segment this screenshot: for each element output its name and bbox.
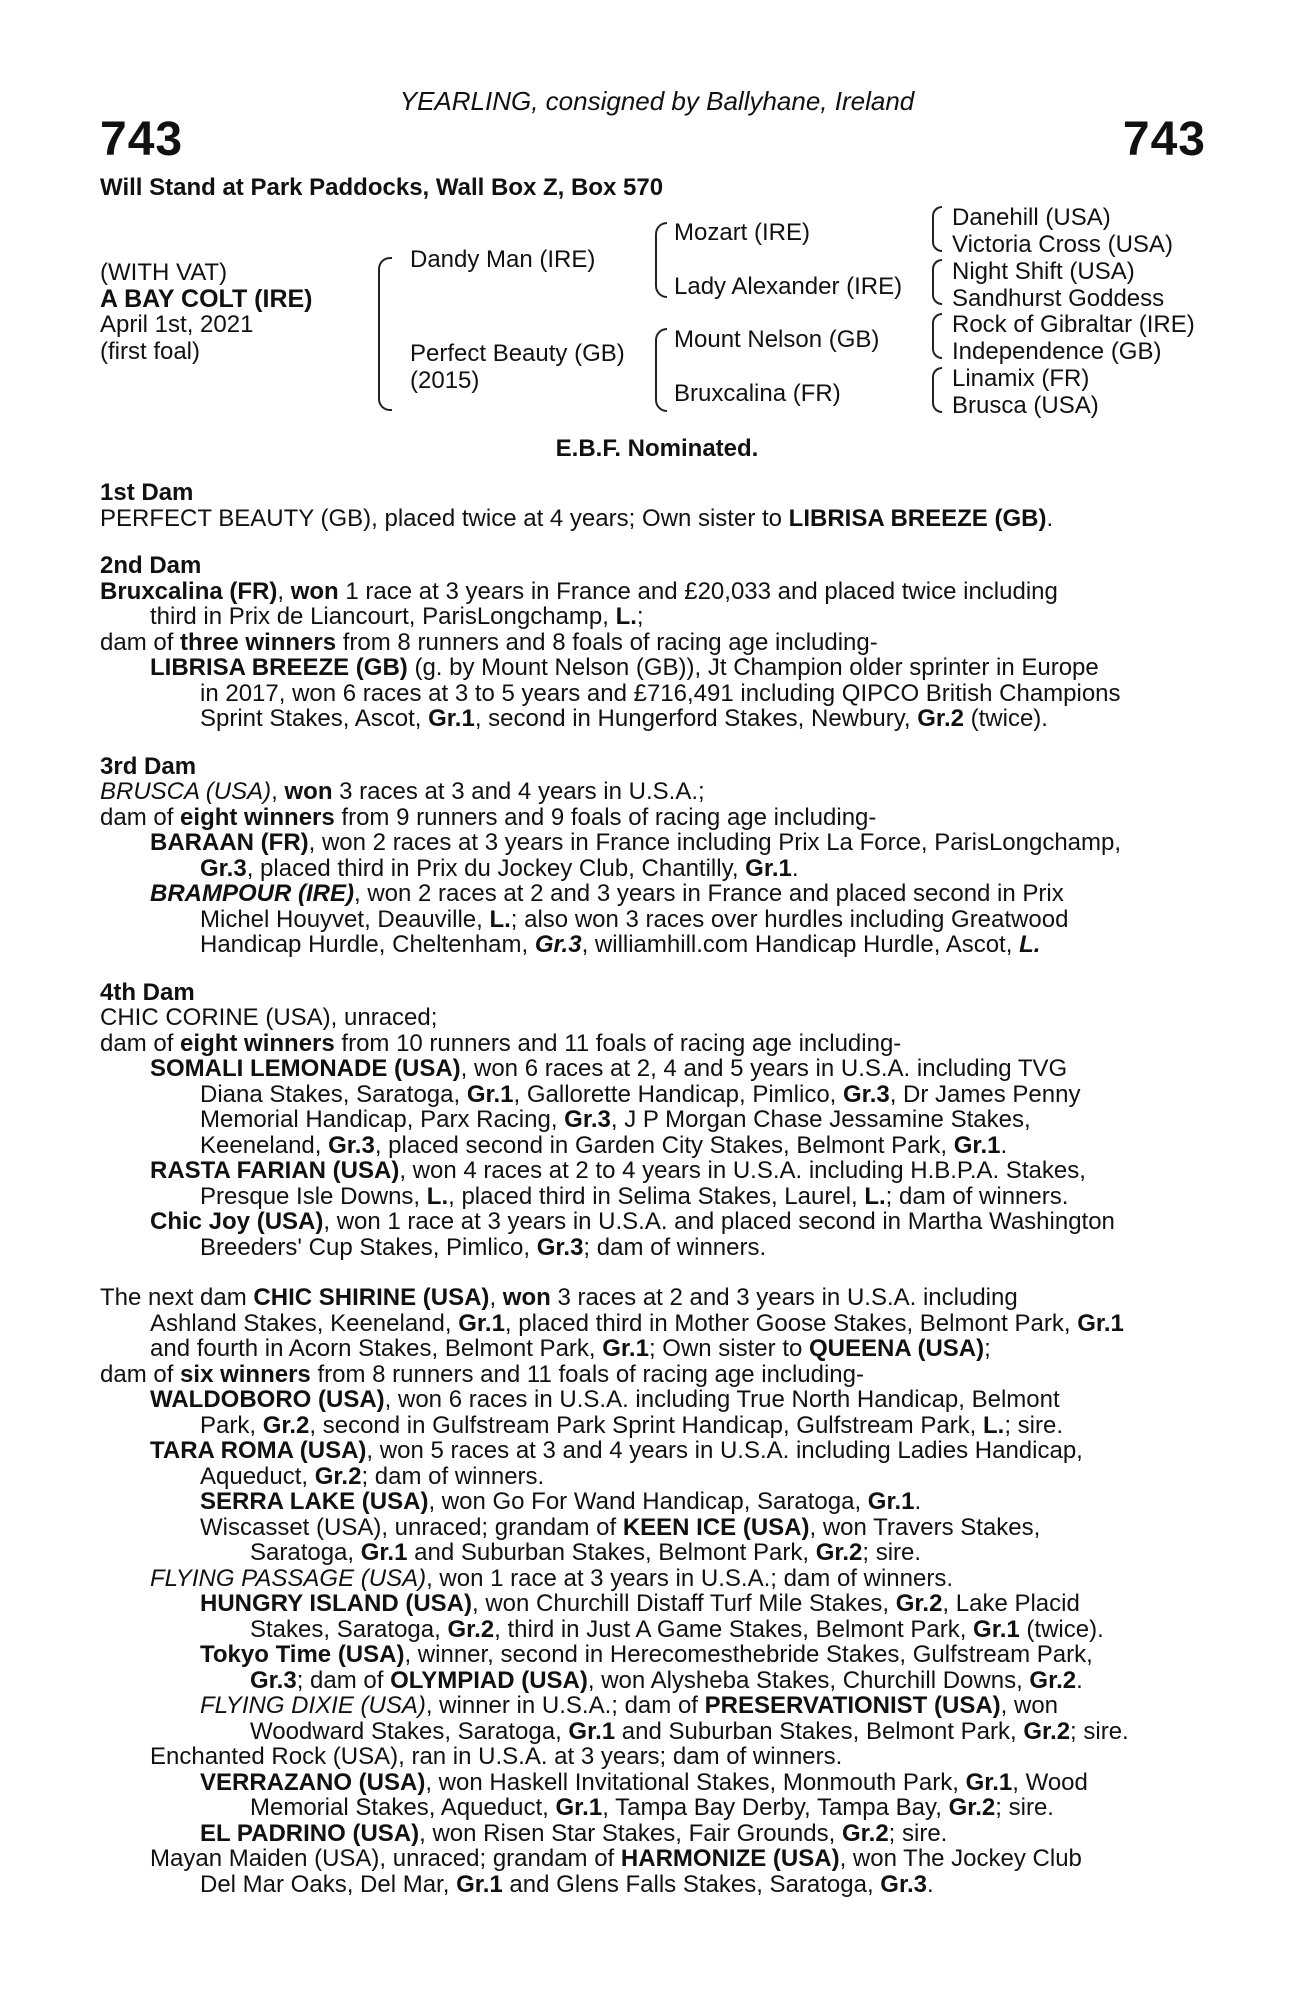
ebf-nomination: E.B.F. Nominated. [555, 435, 759, 462]
produce-flying-passage: FLYING PASSAGE (USA), won 1 race at 3 years in U.S.A.; dam of winners. [150, 1564, 953, 1592]
next-dam-chic-shirine: The next dam CHIC SHIRINE (USA), won 3 races at 2 and 3 years in U.S.A. including Ashland Stakes, Keeneland, Gr.1, placed third in Mother Goose Stakes, Belmont Park, Gr.1 and fourth in Acorn Stakes, Belmont Park, Gr.1; Own sister to QUEENA (USA); [100, 1284, 1124, 1362]
produce-wiscasset: Wiscasset (USA), unraced; grandam of KEEN ICE (USA), won Travers Stakes, Saratoga, Gr.1 and Suburban Stakes, Belmont Park, Gr.2; sire. [200, 1513, 1041, 1566]
sire-dam: Lady Alexander (IRE) [674, 273, 903, 300]
ggs-7: Linamix (FR) [952, 365, 1090, 392]
ggs-3: Night Shift (USA) [952, 258, 1135, 285]
produce-chic-joy: Chic Joy (USA), won 1 race at 3 years in U.S.A. and placed second in Martha Washington Breeders' Cup Stakes, Pimlico, Gr.3; dam of winners. [150, 1208, 1115, 1261]
produce-rasta-farian: RASTA FARIAN (USA), won 4 races at 2 to 4 years in U.S.A. including H.B.P.A. Stakes, Presque Isle Downs, L., placed third in Selima Stakes, Laurel, L.; dam of winners. [150, 1157, 1086, 1210]
produce-hungry-island: HUNGRY ISLAND (USA), won Churchill Distaff Turf Mile Stakes, Gr.2, Lake Placid Stakes, Saratoga, Gr.2, third in Just A Game Stakes, Belmont Park, Gr.1 (twice). [200, 1590, 1104, 1643]
foal-note: (first foal) [100, 338, 201, 365]
foaling-date: April 1st, 2021 [100, 311, 254, 338]
dam3-produce: dam of eight winners from 9 runners and 9 foals of racing age including- [100, 803, 877, 831]
brace-dam [655, 328, 667, 412]
lot-number-right: 743 [1122, 113, 1206, 166]
produce-librisa-breeze: LIBRISA BREEZE (GB) (g. by Mount Nelson (GB)), Jt Champion older sprinter in Europe in 2017, won 6 races at 3 to 5 years and £716,491 including QIPCO British Champions Sprint Stakes, Ascot, Gr.1, second in Hungerford Stakes, Newbury, Gr.2 (twice). [150, 654, 1121, 732]
produce-waldoboro: WALDOBORO (USA), won 6 races in U.S.A. including True North Handicap, Belmont Park, Gr.2, second in Gulfstream Park Sprint Handicap, Gulfstream Park, L.; sire. [150, 1386, 1064, 1439]
sire: Dandy Man (IRE) [410, 246, 596, 273]
section-3rd-dam: 3rd Dam [100, 752, 197, 780]
produce-record [100, 480, 1200, 1897]
section-2nd-dam: 2nd Dam [100, 552, 202, 579]
dam2-entry: Bruxcalina (FR), won 1 race at 3 years in France and £20,033 and placed twice including third in Prix de Liancourt, ParisLongchamp, L.; [100, 577, 1058, 630]
dam4-entry: CHIC CORINE (USA), unraced; [100, 1004, 438, 1031]
produce-brampour: BRAMPOUR (IRE), won 2 races at 2 and 3 years in France and placed second in Prix Michel Houyvet, Deauville, L.; also won 3 races over hurdles including Greatwood Handicap Hurdle, Cheltenham, Gr.3, williamhill.com Handicap Hurdle, Ascot, L. [150, 880, 1069, 958]
produce-el-padrino: EL PADRINO (USA), won Risen Star Stakes, Fair Grounds, Gr.2; sire. [200, 1819, 948, 1847]
produce-tara-roma: TARA ROMA (USA), won 5 races at 3 and 4 years in U.S.A. including Ladies Handicap, Aqueduct, Gr.2; dam of winners. [150, 1437, 1083, 1490]
brace-gen1 [378, 257, 392, 411]
ggs-1: Danehill (USA) [952, 204, 1111, 231]
produce-somali-lemonade: SOMALI LEMONADE (USA), won 6 races at 2, 4 and 5 years in U.S.A. including TVG Diana Stakes, Saratoga, Gr.1, Gallorette Handicap, Pimlico, Gr.3, Dr James Penny Memorial Handicap, Parx Racing, Gr.3, J P Morgan Chase Jessamine Stakes, Keeneland, Gr.3, placed second in Garden City Stakes, Belmont Park, Gr.1. [150, 1055, 1081, 1159]
catalogue-subtitle: YEARLING, consigned by Ballyhane, Ireland [399, 86, 915, 116]
dam-dam: Bruxcalina (FR) [674, 380, 841, 407]
produce-verrazano: VERRAZANO (USA), won Haskell Invitational Stakes, Monmouth Park, Gr.1, Wood Memorial Stakes, Aqueduct, Gr.1, Tampa Bay Derby, Tampa Bay, Gr.2; sire. [200, 1768, 1088, 1821]
brace-g2 [932, 259, 942, 305]
dam-year: (2015) [410, 367, 480, 394]
dam4-produce: dam of eight winners from 10 runners and 11 foals of racing age including- [100, 1029, 902, 1057]
dam: Perfect Beauty (GB) [410, 340, 625, 367]
brace-g4 [932, 367, 942, 413]
ggs-5: Rock of Gibraltar (IRE) [952, 311, 1195, 338]
ggs-8: Brusca (USA) [952, 392, 1099, 419]
stand-location: Will Stand at Park Paddocks, Wall Box Z, Box 570 [100, 174, 664, 201]
produce-flying-dixie: FLYING DIXIE (USA), winner in U.S.A.; dam of PRESERVATIONIST (USA), won Woodward Stakes, Saratoga, Gr.1 and Suburban Stakes, Belmont Park, Gr.2; sire. [200, 1692, 1129, 1745]
dam1-line: PERFECT BEAUTY (GB), placed twice at 4 years; Own sister to LIBRISA BREEZE (GB). [100, 504, 1054, 532]
ggs-2: Victoria Cross (USA) [952, 231, 1173, 258]
dam2-produce: dam of three winners from 8 runners and 8 foals of racing age including- [100, 628, 878, 656]
dam-sire: Mount Nelson (GB) [674, 326, 880, 353]
brace-g1 [932, 206, 942, 252]
produce-enchanted-rock: Enchanted Rock (USA), ran in U.S.A. at 3 years; dam of winners. [150, 1743, 843, 1770]
vat-note: (WITH VAT) [100, 259, 228, 286]
sire-sire: Mozart (IRE) [674, 219, 811, 246]
produce-tokyo-time: Tokyo Time (USA), winner, second in Herecomesthebride Stakes, Gulfstream Park, Gr.3; dam of OLYMPIAD (USA), won Alysheba Stakes, Churchill Downs, Gr.2. [200, 1641, 1093, 1694]
produce-baraan: BARAAN (FR), won 2 races at 3 years in France including Prix La Force, ParisLongchamp, Gr.3, placed third in Prix du Jockey Club, Chantilly, Gr.1. [150, 829, 1122, 882]
section-4th-dam: 4th Dam [100, 978, 195, 1006]
produce-mayan-maiden: Mayan Maiden (USA), unraced; grandam of HARMONIZE (USA), won The Jockey Club Del Mar Oaks, Del Mar, Gr.1 and Glens Falls Stakes, Saratoga, Gr.3. [150, 1845, 1082, 1898]
ggs-4: Sandhurst Goddess [952, 285, 1165, 312]
dam3-entry: BRUSCA (USA), won 3 races at 3 and 4 years in U.S.A.; [100, 778, 705, 805]
brace-g3 [932, 313, 942, 359]
subject-name: A BAY COLT (IRE) [100, 285, 313, 313]
ggs-6: Independence (GB) [952, 338, 1162, 365]
produce-serra-lake: SERRA LAKE (USA), won Go For Wand Handicap, Saratoga, Gr.1. [200, 1488, 922, 1515]
brace-sire [655, 222, 667, 298]
next-dam-produce: dam of six winners from 8 runners and 11 foals of racing age including- [100, 1360, 864, 1388]
section-1st-dam: 1st Dam [100, 479, 194, 506]
lot-number-left: 743 [100, 113, 184, 166]
